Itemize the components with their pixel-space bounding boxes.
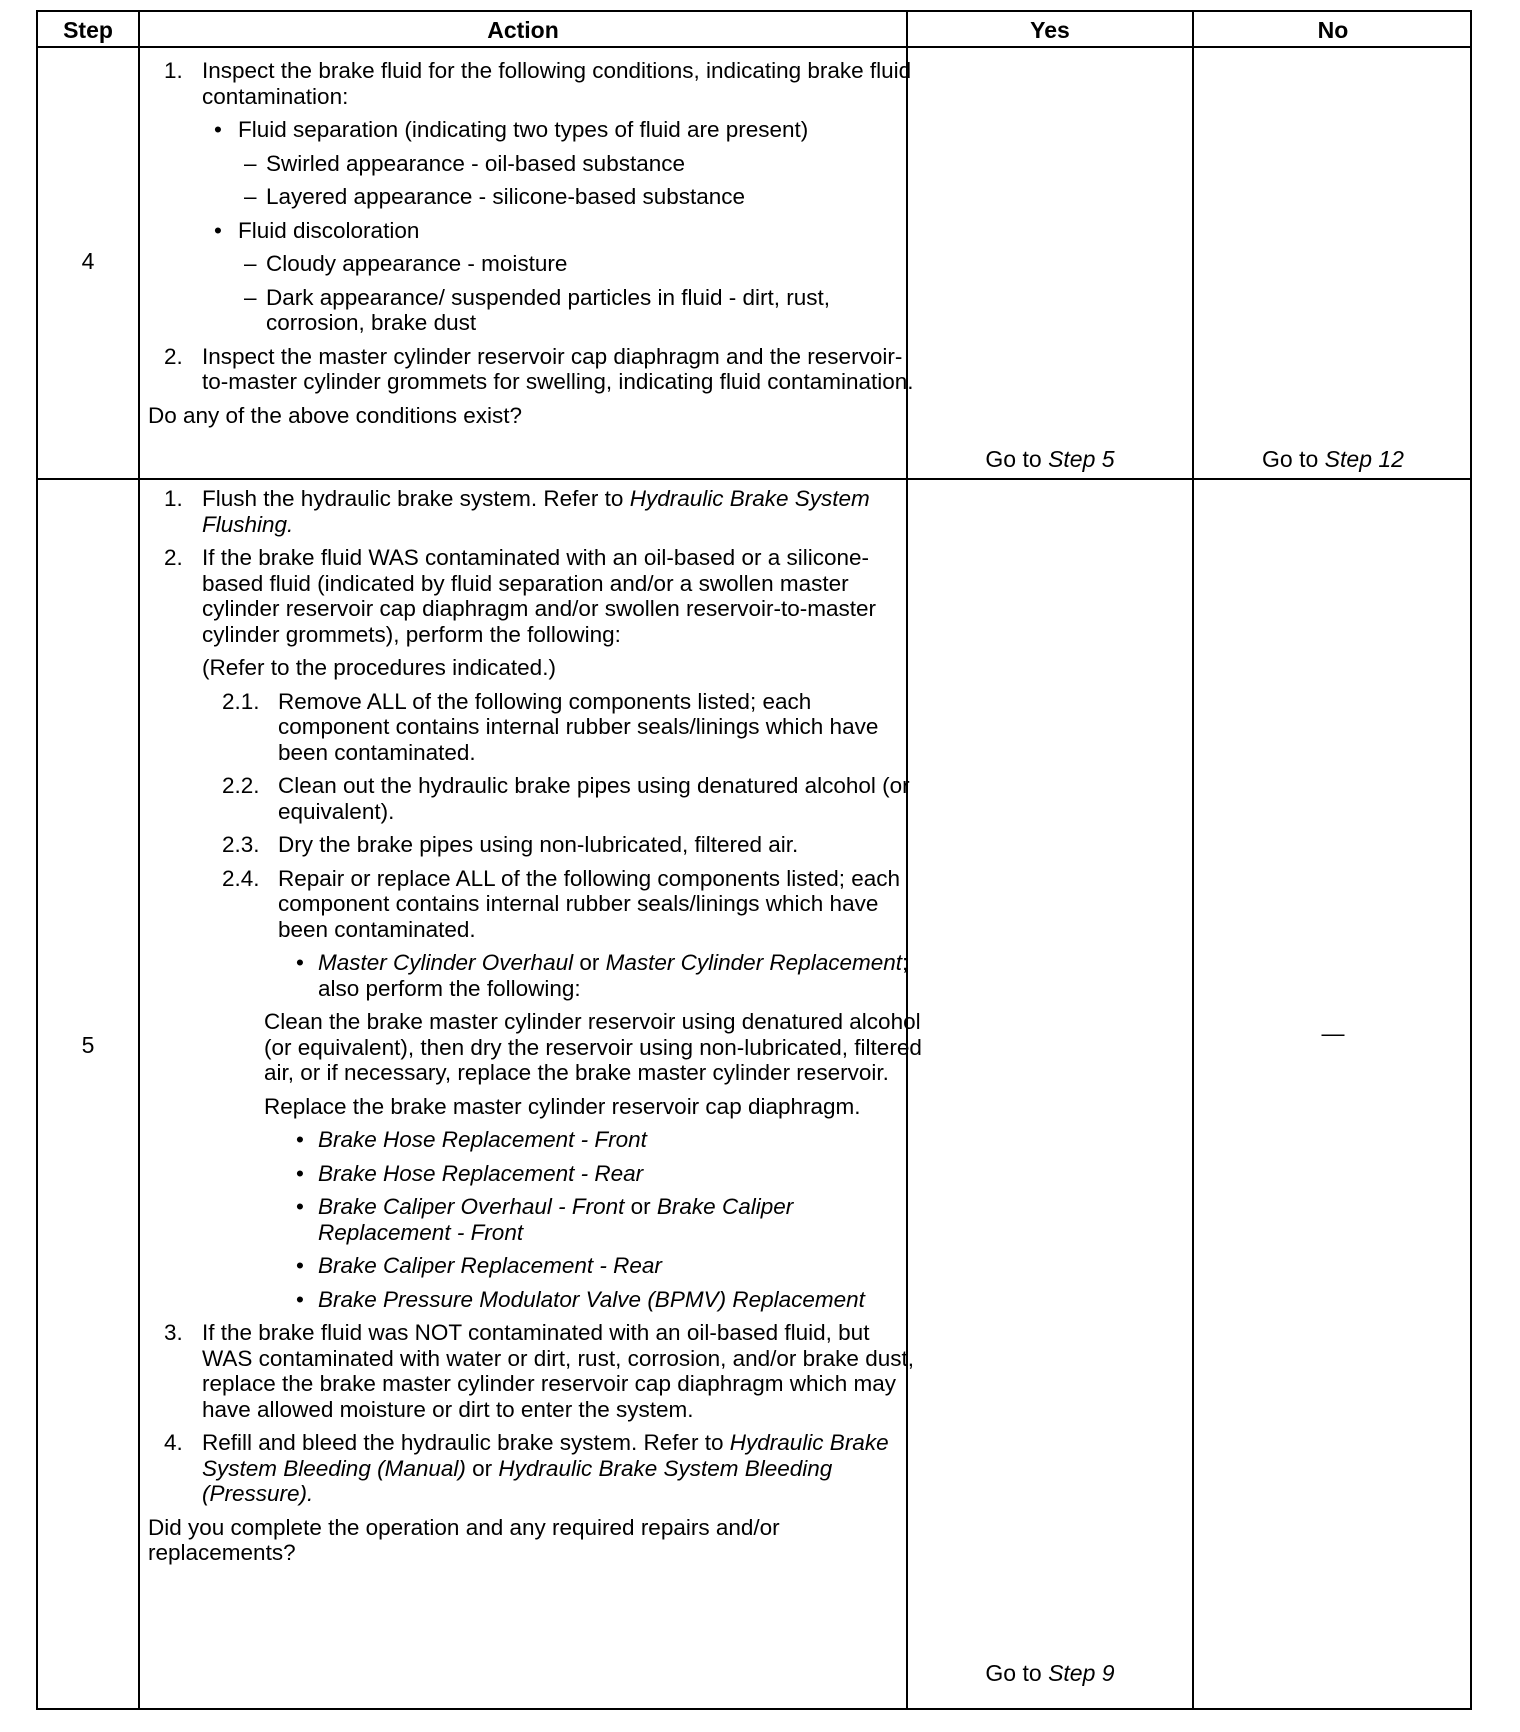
list-item: – Swirled appearance - oil-based substance bbox=[244, 150, 685, 176]
list-item: 2.3. Dry the brake pipes using non-lubricated, filtered air. bbox=[222, 832, 799, 857]
list-item: • Master Cylinder Overhaul or Master Cylinder Replacement; also perform the following: bbox=[296, 950, 909, 1001]
list-item: 2.2. Clean out the hydraulic brake pipes using denatured alcohol (or equivalent). bbox=[222, 773, 910, 824]
yes-answer: Go to Step 5 bbox=[985, 446, 1115, 472]
list-item: 2. If the brake fluid WAS contaminated with an oil-based or a silicone-based fluid (indicated by fluid separation and/or a swollen master cylinder reservoir cap diaphragm and/or swollen reservoir-to-master cylinder grommets), perform the following: bbox=[164, 545, 877, 647]
bullet-icon: • bbox=[214, 117, 222, 142]
list-item: 3. If the brake fluid was NOT contaminated with an oil-based fluid, but WAS contaminated with water or dirt, rust, corrosion, and/or brake dust, replace the brake master cylinder reservoir cap diaphragm which may have allowed moisture or dirt to enter the system. bbox=[164, 1320, 914, 1422]
bullet-icon: • bbox=[296, 1253, 304, 1278]
paragraph: Replace the brake master cylinder reservoir cap diaphragm. bbox=[264, 1093, 861, 1119]
action-cell bbox=[142, 58, 922, 428]
list-item: • Brake Hose Replacement - Front bbox=[296, 1127, 647, 1152]
list-item: 2. Inspect the master cylinder reservoir cap diaphragm and the reservoir-to-master cylinder grommets for swelling, indicating fluid contamination. bbox=[164, 343, 914, 394]
list-item: • Fluid separation (indicating two types of fluid are present) bbox=[214, 117, 809, 142]
question: Do any of the above conditions exist? bbox=[148, 402, 522, 428]
bullet-icon: • bbox=[296, 1127, 304, 1152]
dash-icon: – bbox=[244, 251, 257, 276]
bullet-icon: • bbox=[296, 1160, 304, 1186]
dash-icon: – bbox=[244, 150, 257, 176]
list-item: 2.4. Repair or replace ALL of the following components listed; each component contains internal rubber seals/linings which have been contaminated. bbox=[222, 865, 901, 942]
list-item: • Fluid discoloration bbox=[214, 217, 420, 243]
list-item: – Layered appearance - silicone-based substance bbox=[244, 184, 746, 209]
list-item: 1. Inspect the brake fluid for the following conditions, indicating brake fluid contamination: bbox=[164, 58, 912, 109]
dash-icon: – bbox=[244, 284, 257, 310]
yes-answer: Go to Step 9 bbox=[985, 1660, 1115, 1686]
list-item: – Dark appearance/ suspended particles in fluid - dirt, rust, corrosion, brake dust bbox=[244, 284, 831, 335]
header-no: No bbox=[1317, 17, 1349, 43]
no-answer: — bbox=[1321, 1020, 1345, 1046]
table-row-step-5 bbox=[38, 480, 1470, 1710]
list-item: 4. Refill and bleed the hydraulic brake system. Refer to Hydraulic Brake System Bleeding (Manual) or Hydraulic Brake System Bleeding (Pressure). bbox=[164, 1430, 889, 1506]
list-item: • Brake Caliper Overhaul - Front or Brake Caliper Replacement - Front bbox=[296, 1194, 794, 1245]
question: Did you complete the operation and any required repairs and/or replacements? bbox=[148, 1514, 780, 1565]
paragraph: Clean the brake master cylinder reservoir using denatured alcohol (or equivalent), then dry the reservoir using non-lubricated, filtered air, or if necessary, replace the brake master cylinder reservoir. bbox=[264, 1009, 922, 1085]
dash-icon: – bbox=[244, 184, 257, 209]
list-item: • Brake Caliper Replacement - Rear bbox=[296, 1253, 662, 1278]
list-item: • Brake Hose Replacement - Rear bbox=[296, 1160, 644, 1186]
table-row-step-4 bbox=[38, 48, 1470, 478]
list-item: • Brake Pressure Modulator Valve (BPMV) Replacement bbox=[296, 1286, 865, 1312]
bullet-icon: • bbox=[296, 1194, 304, 1219]
bullet-icon: • bbox=[296, 1286, 304, 1312]
header-action: Action bbox=[487, 17, 559, 43]
list-item: 1. Flush the hydraulic brake system. Refer to Hydraulic Brake System Flushing. bbox=[164, 486, 870, 537]
list-item: – Cloudy appearance - moisture bbox=[244, 251, 568, 276]
step-number: 5 bbox=[81, 1032, 95, 1058]
header-step: Step bbox=[63, 17, 113, 43]
list-item: 2.1. Remove ALL of the following components listed; each component contains internal rubber seals/linings which have been contaminated. bbox=[222, 688, 879, 765]
no-answer: Go to Step 12 bbox=[1262, 446, 1404, 472]
bullet-icon: • bbox=[296, 950, 304, 975]
step-number: 4 bbox=[81, 248, 95, 274]
header-yes: Yes bbox=[1030, 17, 1070, 43]
bullet-icon: • bbox=[214, 217, 222, 243]
note: (Refer to the procedures indicated.) bbox=[202, 655, 556, 680]
diagnostic-table bbox=[36, 10, 1472, 1710]
action-cell bbox=[142, 486, 922, 1566]
